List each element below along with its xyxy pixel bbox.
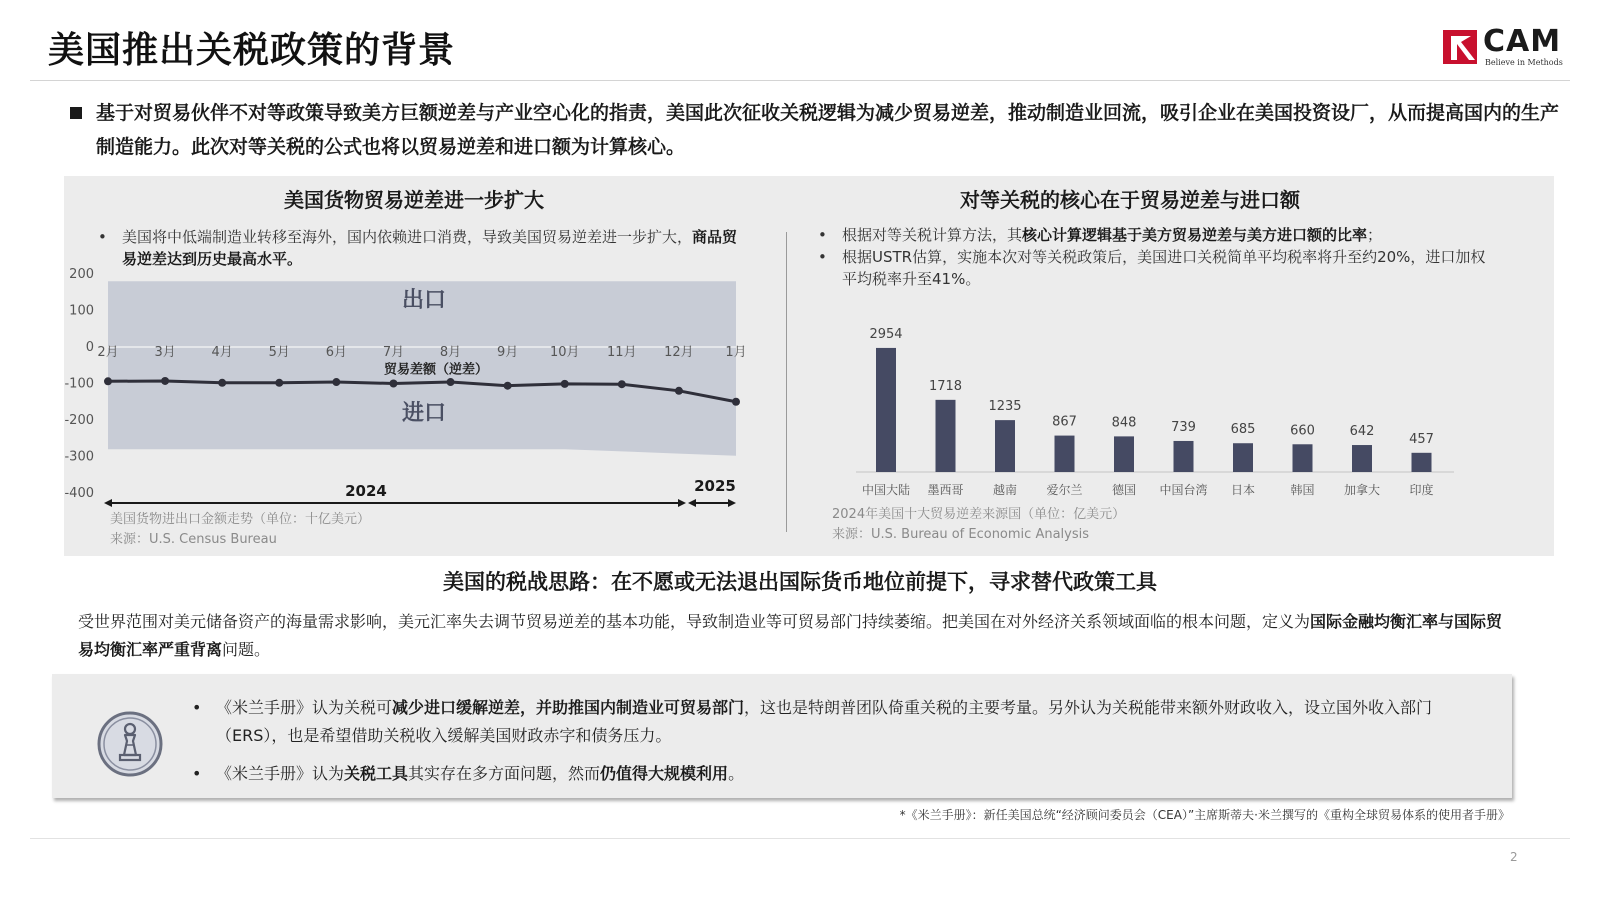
data-point: [561, 380, 569, 388]
x-tick-label: 11月: [607, 345, 637, 360]
chart-panels: [64, 176, 1554, 556]
data-point: [275, 379, 283, 387]
bullet-dot: •: [818, 226, 827, 244]
cam-logo-mark-icon: [1443, 30, 1477, 64]
y-tick-label: -300: [64, 449, 94, 465]
bar-category-label: 中国台湾: [1159, 483, 1208, 497]
logo-text: CAM: [1483, 24, 1562, 59]
bar: [936, 400, 956, 472]
bar: [1114, 436, 1134, 472]
bar-value-label: 660: [1290, 423, 1315, 439]
bar-category-label: 墨西哥: [927, 483, 964, 497]
bar-value-label: 685: [1230, 422, 1256, 438]
right-chart-source: 来源：U.S. Bureau of Economic Analysis: [832, 527, 1090, 542]
note-bullet-2: [192, 760, 1482, 788]
bar: [1233, 443, 1253, 472]
data-point: [218, 379, 226, 387]
left-bullet-text: 美国将中低端制造业转移至海外，国内依赖进口消费，导致美国贸易逆差进一步扩大，: [122, 228, 693, 246]
bar-category-label: 德国: [1111, 483, 1137, 497]
data-point: [104, 377, 112, 385]
note-2-text-a: 《米兰手册》认为: [216, 764, 345, 783]
year-2025-label: 2025: [694, 477, 736, 495]
bar: [1293, 444, 1313, 472]
right-panel-title: 对等关税的核心在于贸易逆差与进口额: [960, 188, 1300, 212]
note-1-text-a: 《米兰手册》认为关税可: [216, 698, 393, 717]
bar-value-label: 642: [1349, 424, 1375, 440]
x-tick-label: 10月: [549, 345, 580, 360]
right-bullet-1-end: ；: [1367, 226, 1383, 244]
year-axis: [104, 477, 736, 507]
strategy-emphasis: 国际金融均衡汇率与国际贸易均衡汇率严重背离: [78, 612, 1503, 659]
right-chart-caption: 2024年美国十大贸易逆差来源国（单位：亿美元）: [832, 507, 1126, 522]
footer-divider: [30, 838, 1570, 839]
bar-value-label: 457: [1409, 431, 1434, 447]
title-divider: [30, 80, 1570, 81]
bar-category-label: 韩国: [1290, 483, 1315, 497]
data-point: [389, 380, 397, 388]
right-panel-bullet-1: [818, 224, 1498, 246]
export-area-label: 出口: [401, 287, 447, 313]
bar-category-label: 加拿大: [1343, 483, 1381, 497]
strategy-paragraph: [78, 608, 1518, 664]
x-tick-label: 9月: [496, 345, 519, 360]
panel-divider: [786, 232, 787, 532]
strategy-text: 受世界范围对美元储备资产的海量需求影响，美元汇率失去调节贸易逆差的基本功能，导致制造业等可贸易部门持续萎缩。把美国在对外经济关系领域面临的根本问题，定义为: [78, 612, 1311, 631]
data-point: [161, 377, 169, 385]
y-tick-label: -400: [64, 486, 94, 501]
left-panel-title: 美国货物贸易逆差进一步扩大: [284, 188, 544, 212]
x-tick-label: 7月: [382, 345, 405, 360]
note-2-text-e: 。: [728, 764, 745, 783]
trade-balance-line-chart: [64, 266, 764, 516]
left-bullet-emphasis: 商品贸易逆差达到历史最高水平。: [122, 228, 738, 268]
strategy-title: 美国的税战思路：在不愿或无法退出国际货币地位前提下，寻求替代政策工具: [443, 570, 1157, 594]
left-panel-bullet: [98, 226, 738, 270]
data-point: [332, 378, 340, 386]
data-point: [504, 382, 512, 390]
bullet-dot: •: [192, 698, 202, 717]
y-tick-label: 0: [85, 340, 94, 355]
bar: [876, 348, 896, 472]
import-area-label: 进口: [401, 401, 447, 426]
bar: [1055, 436, 1075, 472]
note-bullet-1: [192, 694, 1482, 750]
right-panel-bullet-2: [818, 246, 1498, 290]
x-tick-label: 5月: [268, 345, 290, 360]
bar-value-label: 867: [1052, 414, 1077, 430]
arrow-left-icon: [688, 499, 696, 507]
arrow-right-icon: [678, 499, 686, 507]
x-tick-label: 4月: [211, 345, 233, 360]
note-2-emphasis-1: 关税工具: [344, 764, 409, 783]
bar-category-label: 越南: [992, 483, 1018, 497]
note-1-text-c: ，这也是特朗普团队倚重关税的主要考量。另外认为关税能带来额外财政收入，设立国外收入部门（ERS），也是希望借助关税收入缓解美国财政赤字和债务压力。: [216, 698, 1433, 745]
page-title: 美国推出关税政策的背景: [48, 30, 456, 71]
bar: [1174, 441, 1194, 472]
note-2-emphasis-2: 仍值得大规模利用: [600, 764, 729, 783]
data-point: [675, 387, 683, 395]
data-point: [732, 398, 740, 406]
intro-paragraph: [70, 96, 1570, 164]
arrow-right-icon: [728, 499, 736, 507]
bullet-dot: •: [98, 228, 107, 246]
data-point: [447, 378, 455, 386]
note-2-text-c: 其实存在多方面问题，然而: [408, 764, 601, 783]
x-tick-label: 3月: [154, 345, 176, 360]
square-bullet-icon: [70, 107, 82, 119]
footnote: *《米兰手册》：新任美国总统“经济顾问委员会（CEA）”主席斯蒂夫·米兰撰写的《重构全球贸易体系的使用者手册》: [899, 808, 1510, 822]
deficit-bar-chart: [834, 316, 1494, 506]
y-axis: [64, 267, 94, 501]
bar-value-label: 2954: [869, 326, 903, 342]
right-bullet-1-text: 根据对等关税计算方法，其: [842, 226, 1023, 244]
chess-pawn-icon: [96, 710, 164, 778]
y-tick-label: 100: [69, 303, 94, 319]
strategy-text-end: 问题。: [222, 640, 271, 659]
bar-value-label: 739: [1171, 419, 1196, 435]
x-tick-label: 8月: [439, 345, 462, 360]
cam-logo: [1443, 24, 1573, 68]
bar-category-label: 印度: [1409, 483, 1434, 497]
bar: [1412, 453, 1432, 472]
bar-category-label: 爱尔兰: [1046, 483, 1083, 497]
bar-value-label: 1718: [928, 378, 963, 394]
bar: [1352, 445, 1372, 472]
left-chart-caption: 美国货物进出口金额走势（单位：十亿美元）: [110, 512, 371, 527]
bar-category-label: 中国大陆: [861, 483, 911, 497]
year-2024-label: 2024: [345, 482, 387, 500]
left-chart-source: 来源：U.S. Census Bureau: [110, 532, 277, 547]
bar-category-label: 日本: [1230, 483, 1256, 497]
series-label: 贸易差额（逆差）: [383, 362, 489, 378]
x-tick-label: 1月: [725, 345, 747, 360]
bars: [862, 327, 1434, 497]
y-tick-label: 200: [69, 267, 94, 282]
right-bullet-1-emphasis: 核心计算逻辑基于美方贸易逆差与美方进口额的比率: [1022, 226, 1368, 244]
logo-tagline: Believe in Methods: [1485, 58, 1563, 67]
x-tick-label: 12月: [664, 345, 694, 360]
bar: [995, 420, 1015, 472]
y-tick-label: -100: [64, 376, 94, 392]
x-tick-label: 6月: [325, 345, 348, 360]
y-tick-label: -200: [64, 413, 94, 428]
bar-value-label: 1235: [988, 399, 1022, 415]
bullet-dot: •: [818, 248, 827, 266]
page-number: 2: [1510, 850, 1518, 864]
milan-handbook-notes: [52, 674, 1512, 798]
note-1-emphasis: 减少进口缓解逆差，并助推国内制造业可贸易部门: [392, 698, 745, 717]
bar-value-label: 848: [1111, 415, 1137, 431]
intro-text: 基于对贸易伙伴不对等政策导致美方巨额逆差与产业空心化的指责，美国此次征收关税逻辑为减少贸易逆差，推动制造业回流，吸引企业在美国投资设厂，从而提高国内的生产制造能力。此次对等关税的公式也将以贸易逆差和进口额为计算核心。: [96, 102, 1560, 158]
data-point: [618, 380, 626, 388]
bullet-dot: •: [192, 764, 202, 783]
right-bullet-2-text: 根据USTR估算，实施本次对等关税政策后，美国进口关税简单平均税率将升至约20%，进口加权平均税率升至41%。: [842, 248, 1486, 288]
arrow-left-icon: [104, 499, 112, 507]
x-tick-label: 2月: [97, 345, 119, 360]
